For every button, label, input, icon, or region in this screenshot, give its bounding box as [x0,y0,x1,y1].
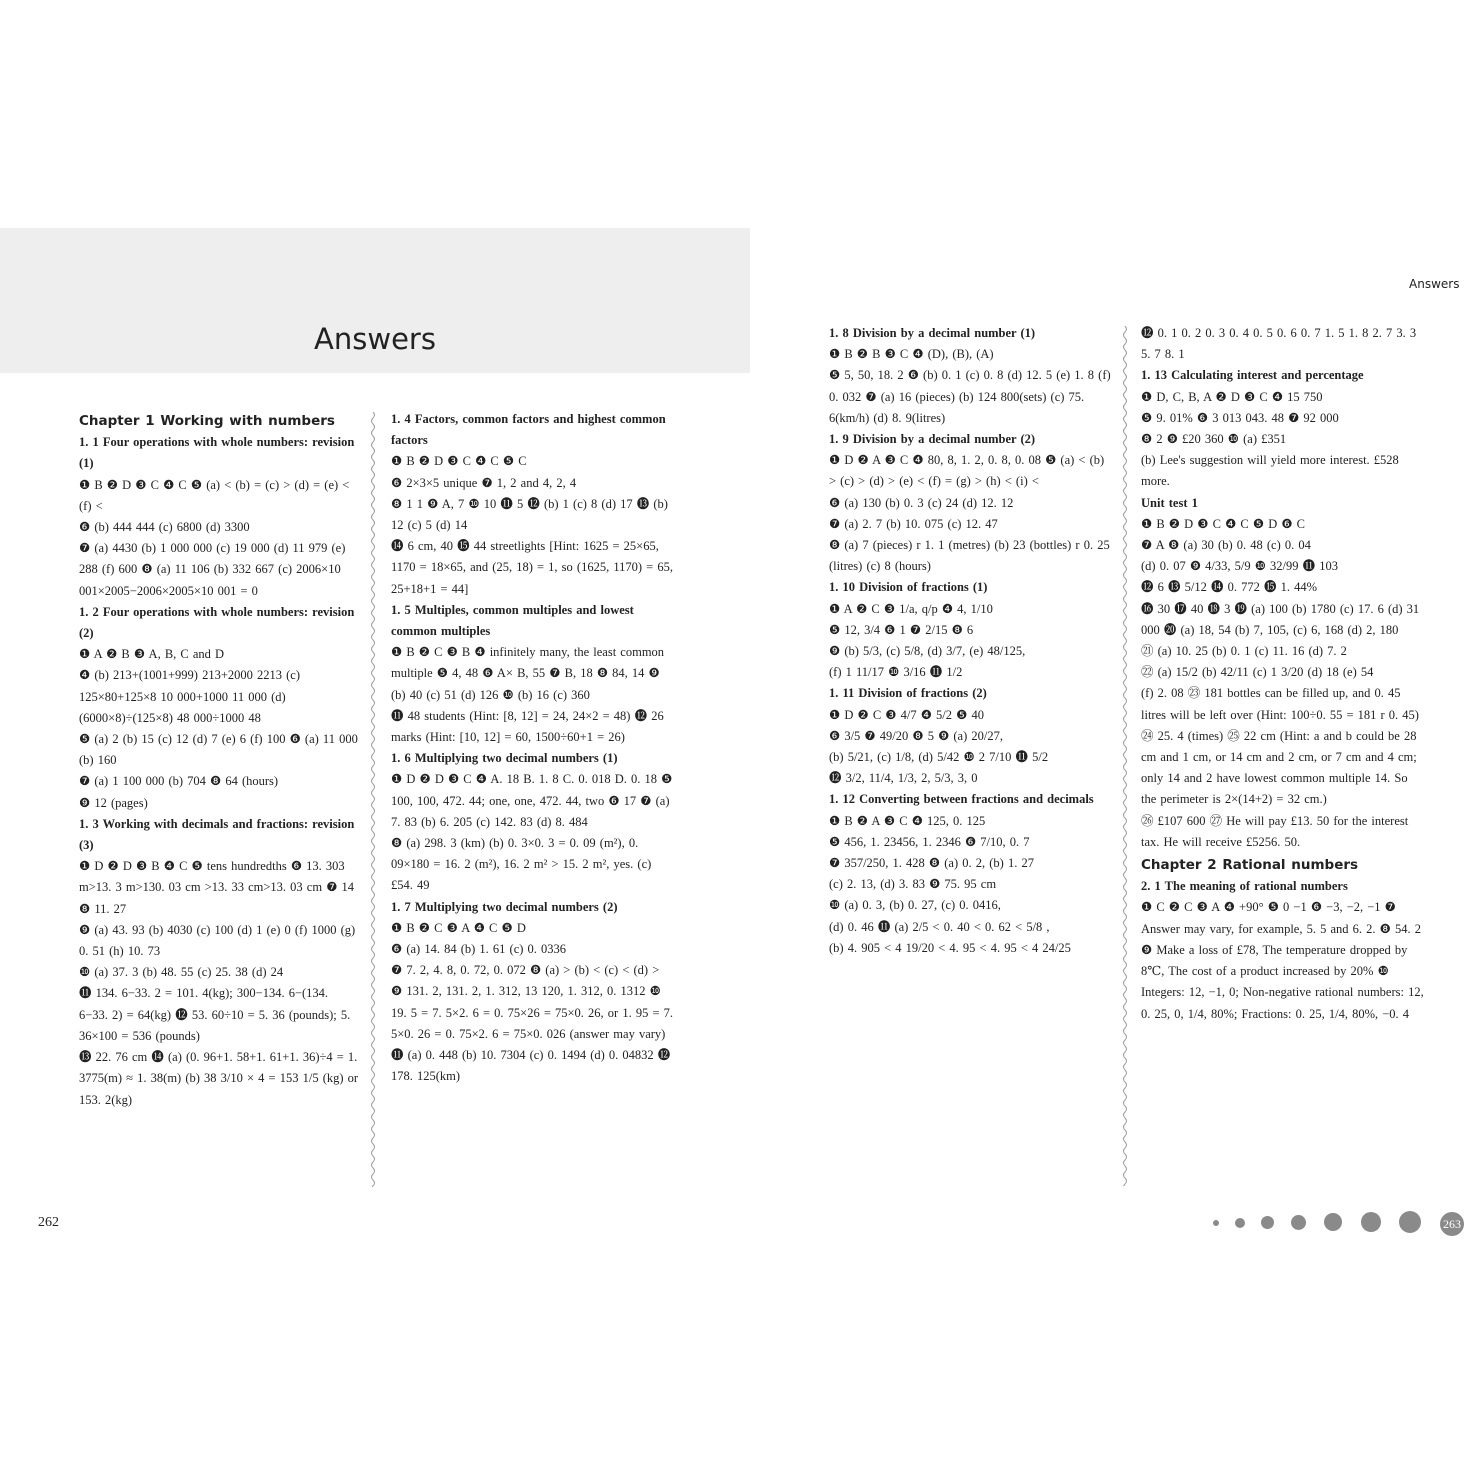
answer-line: ❺ 5, 50, 18. 2 ❻ (b) 0. 1 (c) 0. 8 (d) 12. 5 (e) 1. 8 (f) 0. 032 ❼ (a) 16 (pieces) (b) 124 800(sets) (c) 75. 6(km/h) (d) 8. 9(litres) [829,368,1111,425]
section-heading: 1. 1 Four operations with whole numbers: revision (1) [79,435,355,471]
running-head: Answers [1409,277,1460,291]
answer-line: (b) Lee's suggestion will yield more interest. £528 more. [1141,453,1399,489]
answer-line: ❶ B ❷ C ❸ B ❹ infinitely many, the least common multiple ❺ 4, 48 ❻ A× B, 55 ❼ B, 18 ❽ 84, 14 ❾ (b) 40 (c) 51 (d) 126 ❿ (b) 16 (c) 360 [391,645,665,702]
answer-line: ㉑ (a) 10. 25 (b) 0. 1 (c) 11. 16 (d) 7. 2 [1141,644,1347,659]
dot [1361,1212,1381,1232]
answer-line: ❼ (a) 4430 (b) 1 000 000 (c) 19 000 (d) 11 979 (e) 288 (f) 600 ❽ (a) 11 106 (b) 332 667 (c) 2006×10 001×2005−2006×2005×10 001 = 0 [79,541,346,598]
column-2 [391,409,673,1088]
answer-line: ❶ A ❷ C ❸ 1/a, q/p ❹ 4, 1/10 [829,601,993,616]
answer-line: ❻ (a) 130 (b) 0. 3 (c) 24 (d) 12. 12 [829,495,1014,510]
column-separator-right [1122,326,1128,1186]
column-separator-left [370,412,376,1187]
answer-line: ❹ (b) 213+(1001+999) 213+2000 2213 (c) 125×80+125×8 10 000+1000 11 000 (d) (6000×8)÷(125×8) 48 000÷1000 48 [79,668,301,725]
answer-line: ❶ D ❷ D ❸ B ❹ C ❺ tens hundredths ❻ 13. 303 m>13. 3 m>130. 03 cm >13. 33 cm>13. 03 cm ❼ 14 ❽ 11. 27 [79,859,355,916]
section-heading: 1. 7 Multiplying two decimal numbers (2) [391,899,618,914]
section-heading: 1. 11 Division of fractions (2) [829,686,987,701]
answer-line: (f) 1 11/17 ❿ 3/16 ⓫ 1/2 [829,665,963,680]
chapter-heading: Chapter 2 Rational numbers [1141,857,1359,874]
answer-line: ❼ A ❽ (a) 30 (b) 0. 48 (c) 0. 04 [1141,538,1311,553]
page-number-left: 262 [38,1215,59,1230]
section-heading: 1. 6 Multiplying two decimal numbers (1) [391,751,618,766]
section-heading: 1. 2 Four operations with whole numbers: revision (2) [79,604,355,641]
answer-line: ❶ B ❷ A ❸ C ❹ 125, 0. 125 [829,813,986,828]
answer-line: ❽ (a) 7 (pieces) r 1. 1 (metres) (b) 23 (bottles) r 0. 25 (litres) (c) 8 (hours) [829,538,1110,574]
answer-line: ❶ B ❷ C ❸ A ❹ C ❺ D [391,920,526,935]
section-heading: 1. 10 Division of fractions (1) [829,580,988,595]
wavy-line [372,412,375,1187]
page-title: Answers [314,322,436,356]
dot [1261,1216,1274,1229]
answer-line: ❾ (b) 5/3, (c) 5/8, (d) 3/7, (e) 48/125, [829,644,1026,659]
answer-line: ❽ 1 1 ❾ A, 7 ❿ 10 ⓫ 5 ⓬ (b) 1 (c) 8 (d) 17 ⓭ (b) 12 (c) 5 (d) 14 [391,496,668,533]
answer-line: ⓭ 22. 76 cm ⓮ (a) (0. 96+1. 58+1. 61+1. 36)÷4 = 1. 3775(m) ≈ 1. 38(m) (b) 38 3/10 × 4 = 153 1/5 (kg) or 153. 2(kg) [79,1050,359,1107]
column-1 [79,409,361,1111]
answer-line: ❽ 2 ❾ £20 360 ❿ (a) £351 [1141,432,1287,447]
answer-line: (b) 5/21, (c) 1/8, (d) 5/42 ❿ 2 7/10 ⓫ 5/2 [829,750,1049,765]
dot [1399,1211,1421,1233]
section-heading: 1. 4 Factors, common factors and highest common factors [391,412,666,448]
section-heading: 1. 9 Division by a decimal number (2) [829,432,1036,447]
answer-line: ❼ (a) 1 100 000 (b) 704 ❽ 64 (hours) [79,774,279,789]
answer-line: ❻ (b) 444 444 (c) 6800 (d) 3300 [79,520,250,535]
chapter-heading: Chapter 1 Working with numbers [79,413,335,429]
dot [1291,1215,1306,1230]
answer-line: ㉒ (a) 15/2 (b) 42/11 (c) 1 3/20 (d) 18 (e) 54 [1141,665,1374,680]
dot [1213,1220,1219,1226]
section-heading: 2. 1 The meaning of rational numbers [1141,879,1348,894]
answer-line: ❾ Make a loss of £78, The temperature dropped by 8℃, The cost of a product increased by 20% ❿ Integers: 12, −1, 0; Non-negative rational numbers: 12, 0. 25, 0, 1/4, 80%; Fractions: 0. 25, 1/4, 80%, −0. 4 [1141,942,1424,1021]
section-heading: 1. 5 Multiples, common multiples and lowest common multiples [391,602,634,639]
answer-line: ❿ (a) 0. 3, (b) 0. 27, (c) 0. 0416, [829,898,1001,913]
answer-line: (d) 0. 46 ⓫ (a) 2/5 < 0. 40 < 0. 62 < 5/8 , [829,919,1050,934]
answer-line: ⓬ 0. 1 0. 2 0. 3 0. 4 0. 5 0. 6 0. 7 1. 5 1. 8 2. 7 3. 3 5. 7 8. 1 [1141,326,1417,362]
column-3 [829,323,1111,959]
answer-line: ❶ B ❷ D ❸ C ❹ C ❺ D ❻ C [1141,516,1306,531]
column-4 [1141,323,1424,1025]
section-heading: 1. 12 Converting between fractions and decimals [829,792,1094,807]
answer-line: ⓫ 134. 6−33. 2 = 101. 4(kg); 300−134. 6−(134. 6−33. 2) = 64(kg) ⓬ 53. 60÷10 = 5. 36 (pounds); 5. 36×100 = 536 (pounds) [79,986,351,1043]
answer-line: (d) 0. 07 ❾ 4/33, 5/9 ❿ 32/99 ⓫ 103 [1141,559,1339,574]
answer-line: ❶ B ❷ D ❸ C ❹ C ❺ (a) < (b) = (c) > (d) = (e) < (f) < [79,477,350,513]
answer-line: ⓬ 6 ⓭ 5/12 ⓮ 0. 772 ⓯ 1. 44% [1141,580,1318,595]
answer-line: ❶ D ❷ C ❸ 4/7 ❹ 5/2 ❺ 40 [829,707,984,722]
answer-line: ❻ (a) 14. 84 (b) 1. 61 (c) 0. 0336 [391,942,567,957]
answer-line: ❶ D ❷ D ❸ C ❹ A. 18 B. 1. 8 C. 0. 018 D. 0. 18 ❺ 100, 100, 472. 44; one, one, 472. 44, two ❻ 17 ❼ (a) 7. 83 (b) 6. 205 (c) 142. 83 (d) 8. 484 [391,772,673,829]
answer-line: ❻ 2×3×5 unique ❼ 1, 2 and 4, 2, 4 [391,475,577,490]
answer-line: ❽ (a) 298. 3 (km) (b) 0. 3×0. 3 = 0. 09 (m²), 0. 09×180 = 16. 2 (m²), 16. 2 m² > 15. 2 m², yes. (c) £54. 49 [391,836,652,893]
answer-line: ❶ B ❷ D ❸ C ❹ C ❺ C [391,454,527,469]
answer-line: ⓰ 30 ⓱ 40 ⓲ 3 ⓳ (a) 100 (b) 1780 (c) 17. 6 (d) 31 000 ⓴ (a) 18, 54 (b) 7, 105, (c) 6, 168 (d) 2, 180 [1141,601,1420,637]
section-heading: Unit test 1 [1141,495,1198,510]
answer-line: ⓫ 48 students (Hint: [8, 12] = 24, 24×2 = 48) ⓬ 26 marks (Hint: [10, 12] = 60, 1500÷60+1 = 26) [391,708,664,745]
section-heading: 1. 3 Working with decimals and fractions: revision (3) [79,816,355,853]
answer-line: (f) 2. 08 ㉓ 181 bottles can be filled up, and 0. 45 litres will be left over (Hint: 100÷0. 55 = 181 r 0. 45) ㉔ 25. 4 (times) ㉕ 22 cm (Hint: a and b could be 28 cm and 1 cm, or 14 cm and 2 cm, or 7 cm and 4 cm; only 14 and 2 have lowest common multiple 14. So the perimeter is 2×(14+2) = 32 cm.) [1141,686,1419,807]
dot [1235,1218,1245,1228]
answer-line: ❶ D ❷ A ❸ C ❹ 80, 8, 1. 2, 0. 8, 0. 08 ❺ (a) < (b) > (c) > (d) > (e) < (f) = (g) > (h) < (i) < [829,453,1105,489]
section-heading: 1. 8 Division by a decimal number (1) [829,326,1036,340]
answer-line: ❺ 456, 1. 23456, 1. 2346 ❻ 7/10, 0. 7 [829,834,1030,849]
answer-line: ❶ C ❷ C ❸ A ❹ +90° ❺ 0 −1 ❻ −3, −2, −1 ❼ Answer may vary, for example, 5. 5 and 6. 2. ❽ 54. 2 [1141,900,1421,936]
answer-line: ❻ 3/5 ❼ 49/20 ❽ 5 ❾ (a) 20/27, [829,728,1003,743]
dot [1324,1213,1342,1231]
page-number-right: 263 [1440,1212,1464,1236]
wavy-line [1124,326,1127,1186]
answer-line: ❾ 12 (pages) [79,795,148,810]
answer-line: ⓮ 6 cm, 40 ⓯ 44 streetlights [Hint: 1625 = 25×65, 1170 = 18×65, and (25, 18) = 1, so (1625, 1170) = 65, 25+18+1 = 44] [391,539,673,596]
answer-line: ❶ B ❷ B ❸ C ❹ (D), (B), (A) [829,347,994,362]
answer-line: ❾ (a) 43. 93 (b) 4030 (c) 100 (d) 1 (e) 0 (f) 1000 (g) 0. 51 (h) 10. 73 [79,922,356,959]
section-heading: 1. 13 Calculating interest and percentage [1141,368,1364,383]
answer-line: ❼ (a) 2. 7 (b) 10. 075 (c) 12. 47 [829,516,998,531]
answer-line: ❼ 357/250, 1. 428 ❽ (a) 0. 2, (b) 1. 27 [829,856,1034,871]
answer-line: ❶ D, C, B, A ❷ D ❸ C ❹ 15 750 [1141,389,1323,404]
answer-line: ❿ (a) 37. 3 (b) 48. 55 (c) 25. 38 (d) 24 [79,965,284,980]
answer-line: ❺ 9. 01% ❻ 3 013 043. 48 ❼ 92 000 [1141,410,1339,425]
answer-line: ㉖ £107 600 ㉗ He will pay £13. 50 for the interest tax. He will receive £5256. 50. [1141,813,1409,849]
answer-line: ❺ (a) 2 (b) 15 (c) 12 (d) 7 (e) 6 (f) 100 ❻ (a) 11 000 (b) 160 [79,732,358,768]
answer-line: (b) 4. 905 < 4 19/20 < 4. 95 < 4. 95 < 4 24/25 [829,940,1071,955]
answer-line: ❺ 12, 3/4 ❻ 1 ❼ 2/15 ❽ 6 [829,622,974,637]
answer-line: ❼ 7. 2, 4. 8, 0. 72, 0. 072 ❽ (a) > (b) < (c) < (d) > ❾ 131. 2, 131. 2, 1. 312, 13 120, 1. 312, 0. 1312 ❿ 19. 5 = 7. 5×2. 6 = 0. 75×26 = 75×0. 26, or 1. 95 = 7. 5×0. 26 = 0. 75×2. 6 = 75×0. 026 (answer may vary) ⓫ (a) 0. 448 (b) 10. 7304 (c) 0. 1494 (d) 0. 04832 ⓬ 178. 125(km) [391,963,674,1084]
answer-line: (c) 2. 13, (d) 3. 83 ❾ 75. 95 cm [829,877,997,892]
answer-line: ⓬ 3/2, 11/4, 1/3, 2, 5/3, 3, 0 [829,771,978,786]
answer-line: ❶ A ❷ B ❸ A, B, C and D [79,647,225,662]
